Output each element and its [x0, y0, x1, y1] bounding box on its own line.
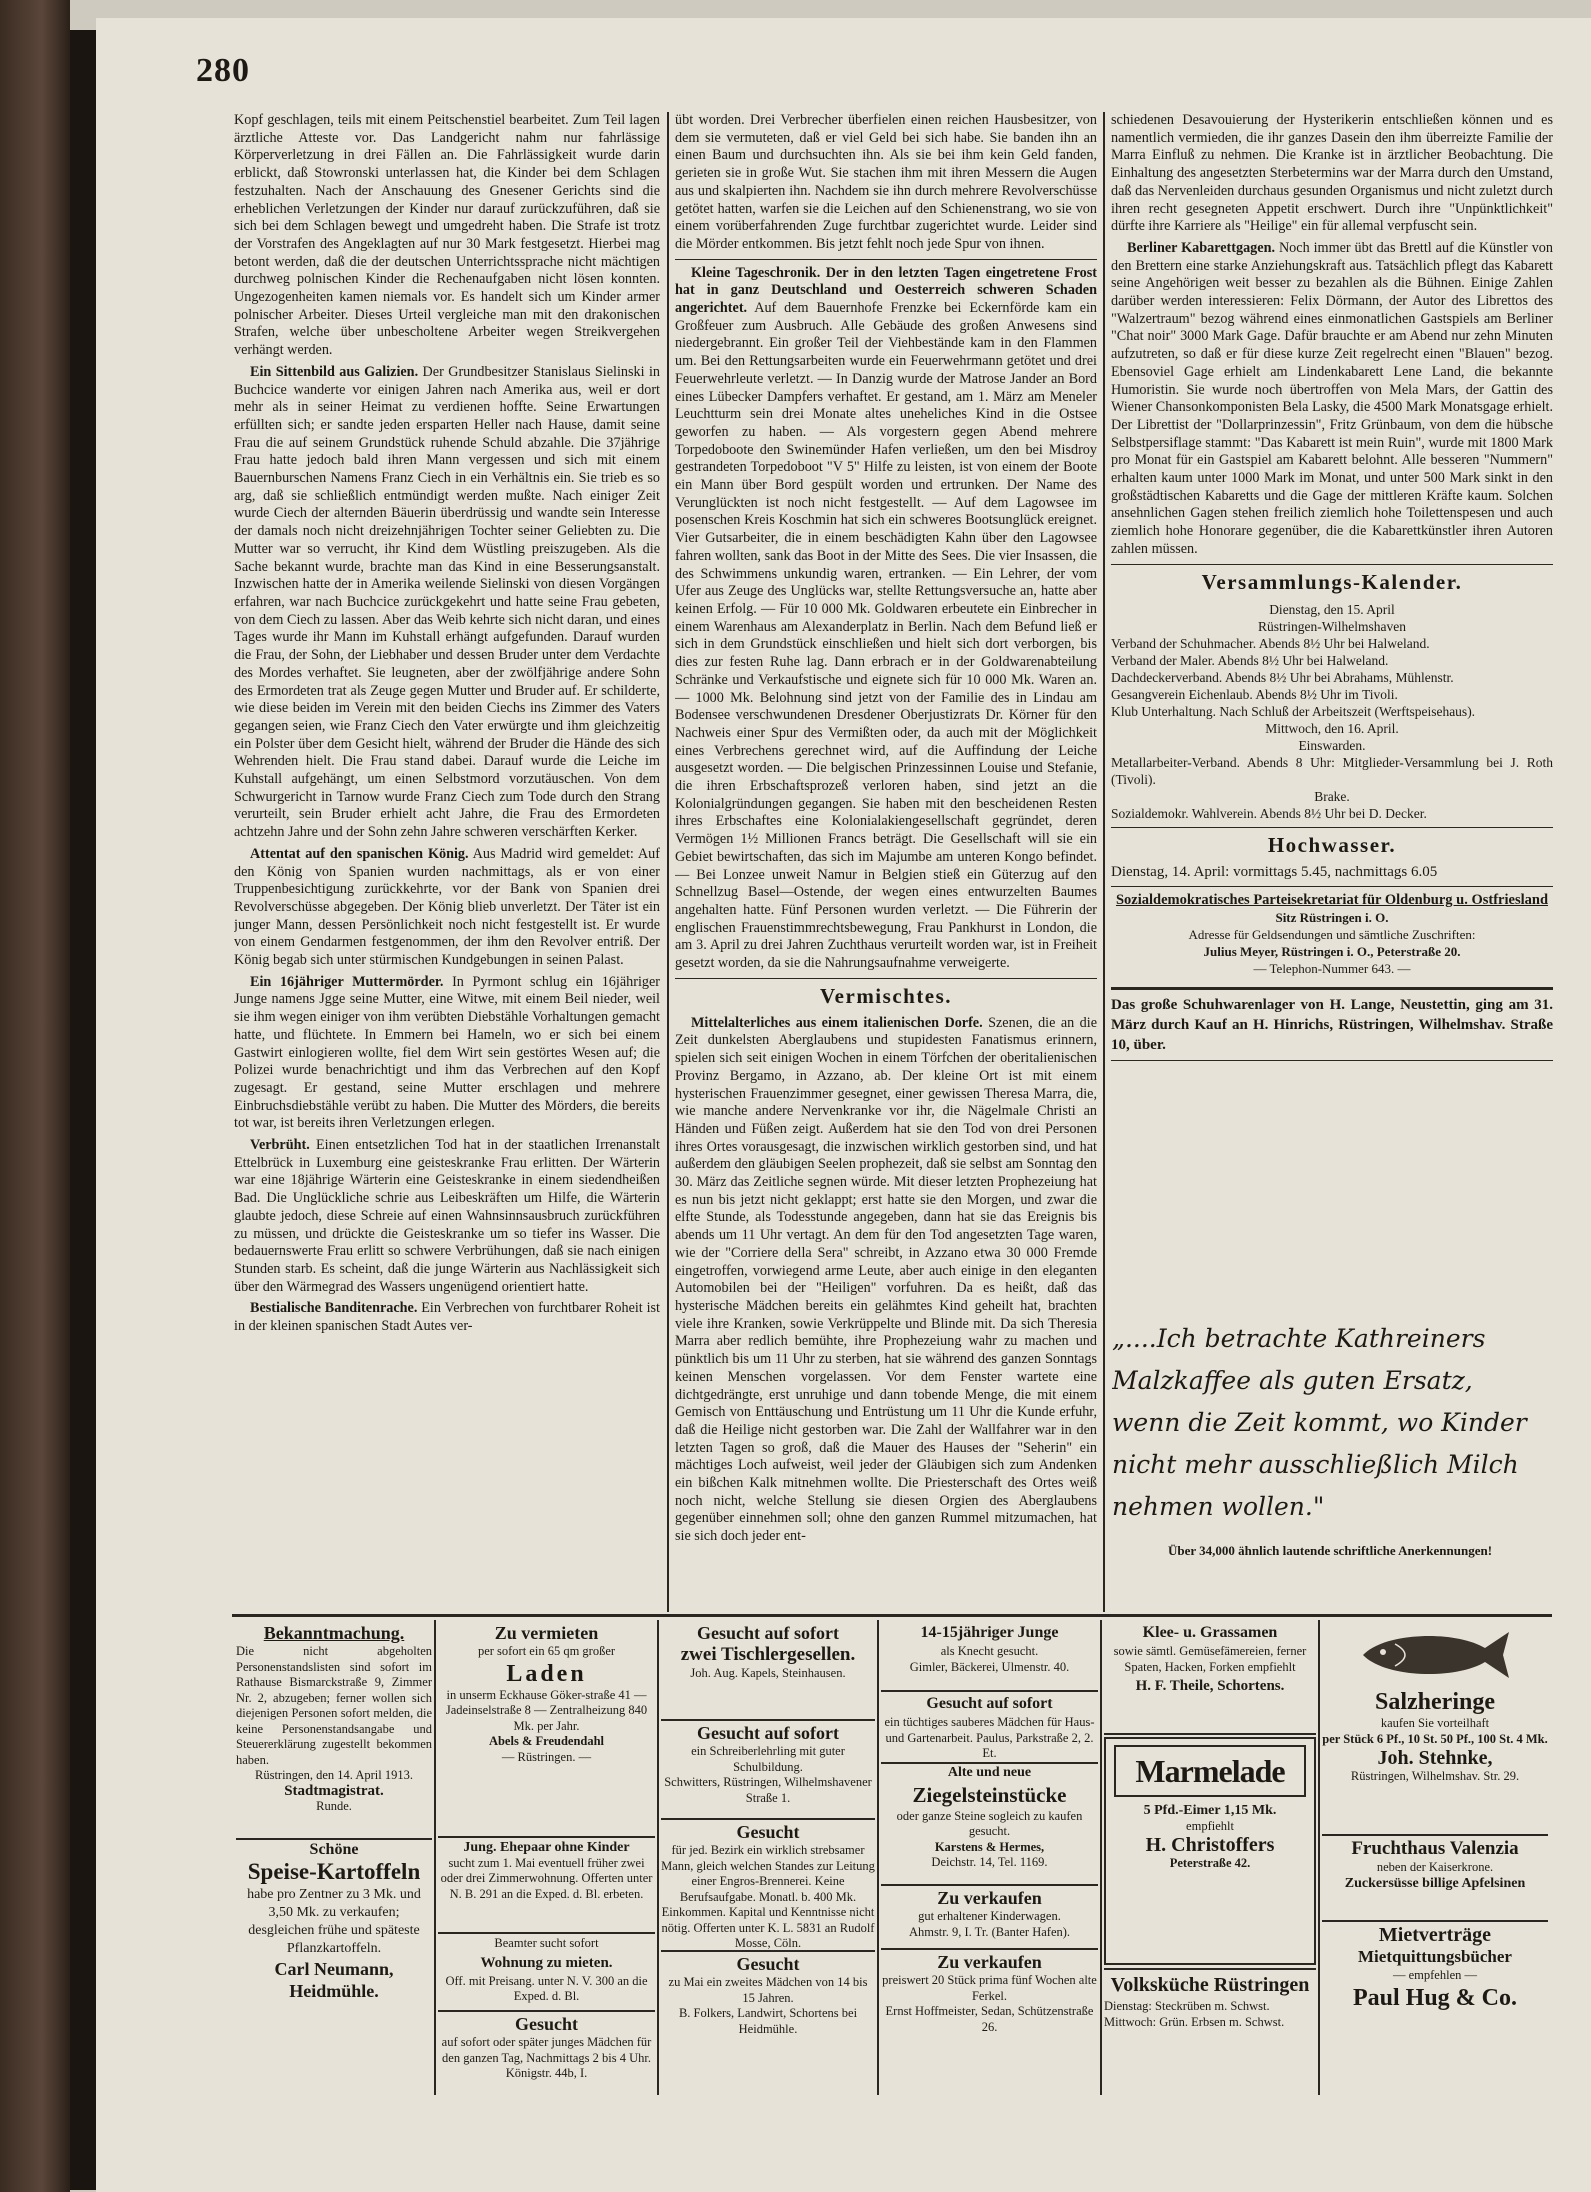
ad-junge: [881, 1622, 1098, 1690]
ad-text: Schöne: [309, 1842, 359, 1858]
ad-rule: [657, 1620, 659, 2095]
ad-text: in unserm Eckhause Göker-straße 41 — Jadeinselstraße 8 — Zentralheizung 840 Mk. per Jahr.: [445, 1687, 648, 1733]
binding-edge: [70, 30, 96, 2190]
article-text: Szenen, die an die Zeit dunkelsten Aberglaubens und stupidesten Fanatismus erinnern, spielen sich seit einigen Wochen in einem Törfchen der oberitalienischen Provinz Bergamo, in Azzano, ab. Der kleine Ort ist mit einem hysterischen Frauenzimmer gesegnet, einer gewissen Theresa Marra, die, wie manche andere Nervenkranke vor ihr, die Nägelmale Christi an Händen und Füßen zeigt. Außerdem hat sie den Tod von drei Personen ihres Ortes vorausgesagt, die inzwischen wirklich gestorben sind, und hat außerdem den gläubigen Seelen prophezeit, daß sie selbst am Sonntag den 30. März das Zeitliche segnen würde. Mit dieser letzten Prophezeiung hat es nun bis jetzt nicht geklappt; erst hatte sie den Morgen, und zwar die elfte Stunde, als Todesstunde angegeben, dann hat sie das Ereignis bis abends um 11 Uhr vertagt. An dem für den Tod angesetzten Tage waren, wie der "Corriere della Sera" schreibt, in Azzano etwa 30 000 Fremde eingetroffen, vorwiegend arme Leute, aber auch einige in den eleganten Automobilen bei der "Heiligen" vorfuhren. Da es heißt, daß das hysterische Mädchen bereits ein gelähmtes Kind geheilt hat, brachten viele ihre Kranken, sowie Verkrüppelte und Blinde mit. Da sich Theresia Marra aber redlich bemühte, ihre Prophezeiung wahr zu machen und pünktlich bis um 11 Uhr zu sterben, hat sie während des ganzen Sonntags keinen Menschen vorgelassen. Vor dem Fenster wartete eine dichtgedrängte, erst unruhige und dann tobende Menge, die mit einem Gemisch von Enttäuschung und Entrüstung um 11 Uhr die Kunde erfuhr, daß die Heilige nicht gestorben war. Die Zahl der Wallfahrer war in den letzten Tagen so groß, daß die Mauer des Hauses der "Seherin" ein mächtiges Loch aufweist, weil jeder der Gläubigen sich zum Andenken ein bißchen Kalk mitnehmen wollte. Die Priesterschaft des Ortes weiß noch nicht, welche Stellung sie diesen Orgien des Aberglaubens gegenüber einnehmen soll; ohne den ganzen Rummel mitzumachen, hat sie sich doch jeder ent-: [675, 1014, 1097, 1545]
ad-place: Heidmühle.: [289, 1980, 379, 2001]
ad-text: per sofort ein 65 qm großer: [477, 1644, 616, 1658]
article-text: Kopf geschlagen, teils mit einem Peitschenstiel bearbeitet. Zum Teil lagen ärztliche Atteste vor. Das Landgericht nahm nur fahrlässige Körperverletzung in drei Fällen an. Die Fahrlässigkeit wurde darin erblickt, daß Stowronski unterlassen hat, die Kinder bei dem Schlagen festzuhalten. Nach der Anschauung des Gnesener Gerichts sind die erheblichen Verletzungen der Kinder nur darauf zurückzuführen, daß sie sich bei dem Schlagen bewegt und umgedreht haben. Die Strafe ist trotz der Vorstrafen des Angeklagten auf nur 30 Mark festgesetzt. Hierbei mag betont werden, daß die der deutschen Unterrichtssprache nicht mächtigen durchweg polnischen Kinder die Rechenaufgaben nicht lösen konnten. Ungezogenheiten kamen niemals vor. Es handelt sich um Kinder armer polnischer Arbeiter. Dieses Urteil vergleiche man mit den drakonischen Strafen, welche über unbescholtene Arbeiter wegen Streikvergehen verhängt werden.: [234, 112, 660, 359]
article-paragraph: [234, 846, 660, 970]
ad-name: H. F. Theile, Schortens.: [1135, 1678, 1285, 1694]
column-1: [234, 112, 660, 1610]
ad-text: Die nicht abgeholten Personenstandslisten sind sofort im Rathause Bismarckstraße 9, Zimmer Nr. 2, abzugeben; ferner wollen sich diejenigen Personen sofort melden, die keine Personenstandsangabe und Steuererklärung zugestellt bekommen haben.: [236, 1644, 432, 1767]
ad-bekanntmachung: [236, 1622, 432, 1837]
divider: [1111, 987, 1553, 990]
calendar-date: Mittwoch, den 16. April.: [1265, 720, 1399, 736]
article-paragraph: [675, 1015, 1097, 1546]
ad-rule: [661, 1950, 875, 1952]
ad-headline: Marmelade: [1114, 1745, 1306, 1797]
ad-name: Paul Hug & Co.: [1352, 1984, 1517, 2011]
calendar-entry: Sozialdemokr. Wahlverein. Abends 8½ Uhr bei D. Decker.: [1111, 805, 1427, 821]
calendar-entry: Verband der Schuhmacher. Abends 8½ Uhr bei Halweland.: [1111, 635, 1430, 651]
column-2: [675, 112, 1097, 1610]
ad-rule: [661, 1818, 875, 1820]
calendar-title: Versammlungs-Kalender.: [1201, 569, 1463, 594]
ad-title: Alte und neue: [947, 1765, 1032, 1780]
calendar-place: Brake.: [1314, 788, 1350, 804]
divider: [675, 259, 1097, 260]
ad-rule: [1104, 1968, 1316, 1970]
ad-text: oder ganze Steine sogleich zu kaufen gesucht.: [896, 1808, 1083, 1838]
calendar-entry: Dachdeckerverband. Abends 8½ Uhr bei Abrahams, Mühlenstr.: [1111, 669, 1454, 685]
ad-name: Karstens & Hermes,: [934, 1839, 1045, 1854]
ad-rule: [438, 2010, 655, 2012]
ad-schreiberlehrling: [661, 1722, 875, 1818]
ad-grassamen: [1104, 1622, 1316, 1732]
secretariat-box: [1111, 892, 1553, 977]
ad-tischler: [661, 1622, 875, 1718]
ad-title: Gesucht: [515, 2014, 578, 2034]
ad-rule: [661, 1719, 875, 1721]
ad-ehepaar: [438, 1840, 655, 1932]
ad-title: Zu verkaufen: [937, 1888, 1042, 1908]
ad-name: Carl Neumann,: [274, 1958, 394, 1979]
divider: [1111, 886, 1553, 887]
ad-title: Gesucht auf sofort: [697, 1723, 839, 1743]
column-rule: [1103, 112, 1105, 1612]
article-paragraph: [234, 364, 660, 842]
ad-text: ein tüchtiges sauberes Mädchen für Haus- und Gartenarbeit. Paulus, Parkstraße 2, 2. Et.: [884, 1715, 1095, 1760]
ad-signature: Stadtmagistrat.: [284, 1782, 384, 1799]
ad-text: preiswert 20 Stück prima fünf Wochen alte Ferkel.: [882, 1973, 1097, 2003]
book-spine: [0, 0, 70, 2192]
ad-text: für jed. Bezirk ein wirklich strebsamer Mann, gleich welchen Standes zur Leitung einer Engros-Brennerei. Keine Berufsaufgabe. Monatl. b. 400 Mk. Einkommen. Kapital und Kenntnisse nicht nötig. Offerten unter K. L. 5831 an Rudolf Mosse, Cöln.: [661, 1843, 875, 1949]
article-text: Einen entsetzlichen Tod hat in der staatlichen Irrenanstalt Ettelbrück in Luxemburg eine geisteskranke Frau erlitten. Der Wärterin war eine 18jährige Wärterin eine Geisteskranke in einem siedendheißen Bad. Die Unglückliche schrie aus Leibeskräften um Hilfe, die Wärterin glaubte jedoch, diese Schreie auf einen Wahnsinnsausbruch zurückführen zu müssen, und drückte die Geisteskranke um so tiefer ins Wasser. Die bedauernswerte Frau erlitt so schwere Verbrühungen, daß sie nach einigen Stunden starb. Es scheint, daß die junge Wärterin aus Nachlässigkeit sich über den Wärmegrad des Wassers ungenügend orientiert hatte.: [234, 1137, 660, 1295]
article-heading: Mittelalterliches aus einem italienischen Dorfe.: [691, 1014, 983, 1031]
article-heading: Ein 16jähriger Muttermörder.: [250, 973, 444, 990]
ad-title: Zu vermieten: [494, 1623, 599, 1643]
ad-title: Gesucht: [736, 1954, 800, 1974]
article-paragraph: [234, 974, 660, 1133]
ad-title: Jung. Ehepaar ohne Kinder: [463, 1840, 630, 1855]
ad-rule: [1322, 1834, 1548, 1836]
calendar-place: Einswarden.: [1298, 737, 1366, 753]
secretariat-phone: — Telephon-Nummer 643. —: [1253, 961, 1411, 977]
article-heading: Kleine Tageschronik.: [691, 264, 821, 281]
ad-text: B. Folkers, Landwirt, Schortens bei Heidmühle.: [678, 2006, 858, 2036]
ad-rule: [881, 1948, 1098, 1950]
ad-headline: Fruchthaus Valenzia: [1351, 1838, 1519, 1859]
ad-text: gut erhaltener Kinderwagen.: [918, 1909, 1061, 1923]
ad-title: Zu verkaufen: [937, 1952, 1042, 1972]
ad-text: Gimler, Bäckerei, Ulmenstr. 40.: [909, 1659, 1070, 1674]
page-number: 280: [196, 52, 250, 89]
ad-rule: [438, 1932, 655, 1934]
ad-name: Joh. Stehnke,: [1377, 1747, 1493, 1769]
ad-text: habe pro Zentner zu 3 Mk. und 3,50 Mk. zu verkaufen; desgleichen frühe und späteste Pflanzkartoffeln.: [247, 1886, 421, 1956]
ad-title: Wohnung zu mieten.: [480, 1954, 613, 1971]
ad-volkskueche: [1104, 1971, 1316, 2093]
ad-text: sowie sämtl. Gemüsefämereien, ferner Spaten, Hacken, Forken empfiehlt: [1113, 1644, 1307, 1674]
ad-mosse: [661, 1821, 875, 1949]
ad-wohnung: [438, 1936, 655, 2010]
article-heading: Verbrüht.: [250, 1137, 310, 1154]
article-heading: Attentat auf den spanischen König.: [250, 845, 469, 862]
ad-kartoffeln: [236, 1842, 432, 2092]
ad-text: als Knecht gesucht.: [940, 1644, 1039, 1658]
ad-text: per Stück 6 Pf., 10 St. 50 Pf., 100 St. 4 Mk.: [1322, 1731, 1548, 1746]
ad-headline: Volksküche Rüstringen: [1110, 1974, 1310, 1996]
ad-place: — Rüstringen. —: [501, 1749, 592, 1764]
calendar: [1111, 601, 1553, 822]
ad-title: Gesucht: [736, 1822, 800, 1842]
ad-ziegelsteine: [881, 1765, 1098, 1883]
ad-title: Gesucht auf sofort: [697, 1623, 839, 1643]
ad-rule: [1318, 1620, 1320, 2095]
ad-paulus: [881, 1693, 1098, 1761]
article-text: Ein Verbrechen von furchtbarer Roheit ist in der kleinen spanischen Stadt Autes ver-: [234, 1300, 660, 1335]
kathreiner-testimonial: „....Ich betrachte Kathreiners Malzkaffee als guten Ersatz, wenn die Zeit kommt, wo Kinder nicht mehr ausschließlich Milch nehmen wollen.": [1112, 1324, 1527, 1521]
ad-folkers: [661, 1953, 875, 2093]
ad-headline: Salzheringe: [1375, 1689, 1495, 1715]
ad-text: Ernst Hoffmeister, Sedan, Schützenstraße 26.: [885, 2004, 1094, 2034]
article-heading: Berliner Kabarettgagen.: [1127, 239, 1276, 256]
ad-hug: [1322, 1924, 1548, 2093]
article-text: In Pyrmont schlug ein 16jähriger Junge namens Jgge seine Mutter, eine Witwe, mit einem Beil nieder, weil sie ihm wegen einiger von ihm verübten Diebstähle Vorhaltungen gemacht hatte, und flüchtete. In Emmern bei Hameln, wo er sich bei einem Gastwirt einlogieren wollte, fiel dem Wirt sein gestörtes Wesen auf; die Polizei wurde benachrichtigt und ihm das Verbrechen auf den Kopf zugesagt. Er gestand, seine Mutter erschlagen und mehrere Einbruchsdiebstähle verübt zu haben. Die Mutter des Mörders, die bereits tot war, ist bereits ihren Verletzungen erlegen.: [234, 973, 660, 1132]
fish-icon: [1355, 1624, 1515, 1686]
ad-rule: [881, 1690, 1098, 1692]
ads-top-rule: [232, 1614, 1552, 1617]
ad-headline: zwei Tischlergesellen.: [680, 1644, 856, 1665]
calendar-date: Dienstag, den 15. April: [1269, 601, 1395, 617]
ad-marmelade: [1104, 1737, 1316, 1965]
ad-text: auf sofort oder später junges Mädchen für den ganzen Tag, Nachmittags 2 bis 4 Uhr. Königstr. 44b, I.: [441, 2035, 652, 2080]
article-heading: Ein Sittenbild aus Galizien.: [250, 363, 419, 380]
ad-laden: [438, 1622, 655, 1834]
article-heading: Bestialische Banditenrache.: [250, 1300, 418, 1317]
ad-text: 5 Pfd.-Eimer 1,15 Mk.: [1143, 1803, 1277, 1818]
ad-text: neben der Kaiserkrone.: [1376, 1860, 1494, 1874]
ad-text: — empfehlen —: [1392, 1968, 1477, 1982]
article-paragraph: [234, 1137, 660, 1296]
article-paragraph: [1111, 240, 1553, 559]
divider: [675, 978, 1097, 979]
article-text: Aus Madrid wird gemeldet: Auf den König von Spanien wurden nachmittags, als er von einer Truppenbesichtigung zurückkehrte, vor der Bank von Spanien drei Revolverschüsse abgegeben. Der König blieb unverletzt. Der Täter ist ein junger Mann, dessen Persönlichkeit noch nicht festgestellt ist. Er wurde von einem Gendarmen festgenommen, der ihm den Revolver entriß. Der König begab sich unter stürmischen Kundgebungen in seinen Palast.: [234, 845, 660, 969]
divider: [1111, 827, 1553, 828]
ad-title: 14-15jähriger Junge: [920, 1624, 1059, 1641]
high-water-times: Dienstag, 14. April: vormittags 5.45, nachmittags 6.05: [1111, 863, 1438, 880]
ad-signature-name: Runde.: [316, 1799, 352, 1813]
ad-text: Deichstr. 14, Tel. 1169.: [931, 1855, 1048, 1869]
ad-valenzia: [1322, 1838, 1548, 1918]
ad-text: Zuckersüsse billige Apfelsinen: [1344, 1875, 1526, 1891]
column-rule: [667, 112, 669, 1612]
article-paragraph: [675, 265, 1097, 973]
calendar-entry: Gesangverein Eichenlaub. Abends 8½ Uhr im Tivoli.: [1111, 686, 1398, 702]
ad-text: sucht zum 1. Mai eventuell früher zwei oder drei Zimmerwohnung. Offerten unter N. B. 291 an die Exped. d. Bl. erbeten.: [440, 1855, 653, 1901]
ad-text: Off. mit Preisang. unter N. V. 300 an die Exped. d. Bl.: [445, 1973, 648, 2003]
article-text: Der Grundbesitzer Stanislaus Sielinski in Buchcice wanderte vor einigen Jahren nach Amerika aus, weil er dort mehr als in seiner Heimat zu verdienen hoffte. Seine Erwartungen erfüllten sich; er sandte jeden ersparten Heller nach Hause, damit seine Frau die auf seinem Grundstück ruhende Schuld abzahle. Die 37jährige Frau hatte jedoch bald ihren Mann vergessen und sich mit einem Bauernburschen Namens Franz Ciech in ein Verhältnis ein. Sie trieb es so arg, daß sie schließlich entmündigt werden mußte. Nach einiger Zeit wurde Ciech der alternden Bäuerin überdrüssig und wandte sein Interesse der damals noch nicht dreizehnjährigen Tochter seiner Geliebten zu. Die Mutter war so verrucht, ihr Kind dem Wüstling preiszugeben. Als die Sache bekannt wurde, brachte man das Kind in eine Besserungsanstalt. Inzwischen hatte der in Amerika weilende Sielinski von diesen Vorgängen erfahren, war nach Buchcice zurückgekehrt und hatte seine Frau gebeten, von dem Ciech zu lassen. Aber das Weib kehrte sich nicht daran, und eines Tages wurde ihr Mann im Kuhstall erhängt aufgefunden. Darauf wurden die Frau, der Sohn, der Liebhaber und dessen Bruder unter dem Verdachte des Mordes verhaftet. Sie leugneten, aber der zwölfjährige andere Sohn des Ermordeten trat als Zeuge gegen Mutter und Bruder auf. Er schilderte, wie diese beiden im Verein mit den beiden Ciechs ins Zimmer des Vaters gegangen seien, wie Franz Ciech den Vater erwürgte und ihm gleichzeitig ein Polster über dem Gesicht hielt, während der Bruder die Hände des sich Wehrenden hielt. Die Frau stand dabei. Darauf wurde die Leiche im Kuhstall aufgehängt, um einen Selbstmord vorzutäuschen. Von dem Schwurgericht in Tarnow wurde Franz Ciech zum Tode durch den Strang verurteilt, sein Bruder erhielt acht Jahre, die Frau des Ermordeten achtzehn Jahre und der Sohn zehn Jahre schweren verschärften Kerker.: [234, 363, 660, 841]
shoe-store-notice: Das große Schuhwarenlager von H. Lange, Neustettin, ging am 31. März durch Kauf an H. Hinrichs, Rüstringen, Wilhelmshav. Straße 10, über.: [1111, 997, 1553, 1054]
ad-rule: [1322, 1920, 1548, 1922]
ad-rule: [438, 1836, 655, 1838]
ad-text: Dienstag: Steckrüben m. Schwst.: [1104, 1999, 1270, 2013]
secretariat-title: Sozialdemokratisches Parteisekretariat für Oldenburg u. Ostfriesland: [1115, 892, 1549, 909]
article-paragraph: [234, 1300, 660, 1335]
ad-text: zu Mai ein zweites Mädchen von 14 bis 15 Jahren.: [668, 1975, 868, 2005]
section-title: Vermischtes.: [819, 983, 953, 1008]
calendar-entry: Metallarbeiter-Verband. Abends 8 Uhr: Mitglieder-Versammlung bei J. Roth (Tivoli).: [1111, 754, 1553, 787]
ad-rule: [877, 1620, 879, 2095]
divider: [1111, 1060, 1553, 1061]
divider: [1111, 564, 1553, 565]
ad-headline: Mietverträge: [1378, 1924, 1492, 1946]
ad-title: Klee- u. Grassamen: [1142, 1624, 1278, 1641]
ad-maedchen: [438, 2013, 655, 2093]
ad-rule: [881, 1884, 1098, 1886]
calendar-entry: Verband der Maler. Abends 8½ Uhr bei Halweland.: [1111, 652, 1389, 668]
ad-text: Ahmstr. 9, I. Tr. (Banter Hafen).: [908, 1924, 1071, 1939]
ad-address: Rüstringen, Wilhelmshav. Str. 29.: [1350, 1769, 1520, 1783]
ad-text: Beamter sucht sofort: [494, 1936, 599, 1950]
ad-headline: Ziegelsteinstücke: [912, 1782, 1067, 1807]
article-text: Noch immer übt das Brettl auf die Künstler von den Brettern eine starke Anziehungskraft aus. Tatsächlich pflegt das Kabarett seine Angehörigen weit besser zu bezahlen als die Bühnen. Einige Zahlen darüber werden interessieren: Felix Dörmann, der Autor des Librettos des "Walzertraum" bezog während eines einmonatlichen Gastspiels am Berliner "Chat noir" 3000 Mark Gage. Dafür brauchte er am Abend nur zehn Minuten aufzutreten, so daß er für diese kurze Zeit regelrecht einen "Blauen" bezog. Ebensoviel Gage erhielt am Lindenkabarett Lene Land, die bekannte Humoristin. Sie wurde noch übertroffen von Mela Mars, der Gattin des Wiener Chansonkomponisten Bela Lasky, die 4500 Mark Monatsgage erhielt. Der Librettist der "Dollarprinzessin", Fritz Grünbaum, von dem die hübsche Selbstpersiflage stammt: "Das Kabarett ist mein Ruin", wurde mit 1800 Mark pro Monat für ein Gastspiel am Kabarett belohnt. Alle besseren "Nummern" erhalten kaum unter 1000 Mark im Monat, und unter 500 Mark sinkt in den großstädtischen Kabaretts und die Gage der mittleren Kräfte kaum. Solchen ansehnlichen Gagen stehen freilich ziemlich hohe Toilettenspesen und auch ziemlich hohe Honorare gegenüber, die die Kabarettkünstler ihren Autoren zahlen müssen.: [1111, 239, 1553, 557]
ad-name: Abels & Freudendahl: [488, 1734, 605, 1748]
calendar-entry: Klub Unterhaltung. Nach Schluß der Arbeitszeit (Werftspeisehaus).: [1111, 703, 1476, 719]
ad-date: Rüstringen, den 14. April 1913.: [255, 1768, 413, 1782]
secretariat-line: Adresse für Geldsendungen und sämtliche Zuschriften:: [1188, 927, 1476, 943]
ad-salzheringe: [1322, 1622, 1548, 1810]
article-text: Auf dem Bauernhofe Frenzke bei Eckernförde kam ein Großfeuer zum Ausbruch. Alle Gebäude des großen Anwesens sind niedergebrannt. Ein großer Teil der Viehbestände kam in den Flammen um. Bei den Rettungsarbeiten wurde ein Feuerwehrmann getötet und drei Feuerwehrleute verletzt. — In Danzig wurde der Matrose Jander an Bord eines Lübecker Dampfers verhaftet. Er gestand, am 1. März am Meneler Leuchtturm sein drei Monate altes uneheliches Kind in die Ostsee geworfen zu haben. — Als vorgestern gegen Abend mehrere Torpedoboote den Swinemünder Hafen verließen, um den bei Misdroy gestrandeten Torpedoboot "V 5" Hilfe zu leisten, ist von einem der Boote ein Mann über Bord gespült worden und ertrunken. Der Name des Verunglückten ist noch nicht festgestellt. — Auf dem Lagowsee im posenschen Kreis Koschmin hat sich ein schweres Bootsunglück ereignet. Vier Gutsarbeiter, die in einem beschädigten Kahn über den Lagowsee fahren wollten, sank das Boot in der Mitte des Sees. Die vier Insassen, die des Schwimmens unkundig waren, ertranken. — Ein Lehrer, der vom Ufer aus Zeuge des Unglücks war, stellte Rettungsversuche an, hatte aber keinen Erfolg. — Für 10 000 Mk. Goldwaren erbeutete ein Einbrecher in einem Warenhaus am Alexanderplatz in Berlin. Nach dem Befund ließ er sich in dem Grundstück einschließen und hielt sich dort verborgen, bis dies zur festen Ruhe lag. Dann erbrach er in der Goldwarenabteilung Schränke und Verkaufstische und eignete sich für 10 000 Mk. Waren an. — 1000 Mk. Belohnung sind jetzt von der Familie des in Lindau am Bodensee verschwundenen Dresdener Oberjustizrats Dr. Körner für den Nachweis einer Spur des Vermißten oder, da auch mit der Möglichkeit eines Verbrechens gerechnet wird, auf die Auffindung der Leiche ausgesetzt worden. — Die belgischen Prinzessinnen Louise und Stefanie, die ihren Erbschaftsprozeß verloren haben, sind jetzt an die Kolonialgründungen gegangen. Sie haben mit den bescheidenen Resten ihres Erbschaftes eine Kolonialakiengesellschaft gegründet, deren Vermögen 1½ Millionen Francs beträgt. Die Gesellschaft will sie ein Gebiet bewirtschaften, das sich im Majumbe am unteren Kongo befindet. — Bei Lonzee unweit Namur in Belgien stieß ein Güterzug auf den Schnellzug Basel—Ostende, der wegen eines entwurzelten Baumes angehalten hatte. Fünf Personen wurden verletzt. — Die Führerin der englischen Frauenstimmrechtsbewegung, Frau Pankhurst in London, die am 3. April zu drei Jahren Zuchthaus verurteilt worden war, ist in Freiheit gesetzt worden, da sie die Nahrungsaufnahme verweigerte.: [675, 300, 1097, 972]
ad-rule: [1100, 1620, 1102, 2095]
ad-text: ein Schreiberlehrling mit guter Schulbildung.: [691, 1744, 845, 1774]
secretariat-seat: Sitz Rüstringen i. O.: [1275, 910, 1389, 926]
ad-text: kaufen Sie vorteilhaft: [1380, 1716, 1490, 1730]
article-text: übt worden. Drei Verbrecher überfielen einen reichen Hausbesitzer, von dem sie vermuteten, daß er viel Geld bei sich habe. Sie banden ihn an einen Baum und durchsuchten ihn. Als sie bei ihm kein Geld fanden, gerieten sie in große Wut. Sie stachen ihm mit ihren Messern die Augen aus und skalpierten ihn. Nachdem sie ihn durch mehrere Revolverschüsse getötet hatten, warfen sie die Leichen auf den Schienenstrang, wo sie von einem vorüberfahrenden Zuge furchtbar zugerichtet wurde. Leider sind die Mörder entkommen. Bis jetzt fehlt noch jede Spur von ihnen.: [675, 112, 1097, 252]
ad-text: Mittwoch: Grün. Erbsen m. Schwst.: [1104, 2014, 1285, 2029]
ad-headline: Mietquittungsbücher: [1358, 1947, 1512, 1966]
ad-text: Schwitters, Rüstringen, Wilhelmshavener Straße 1.: [664, 1775, 872, 1805]
ad-title: Bekanntmachung.: [263, 1623, 405, 1643]
ad-rule: [434, 1620, 436, 2095]
ad-kinderwagen: [881, 1887, 1098, 1947]
ad-rule: [236, 1838, 432, 1840]
ad-name: H. Christoffers: [1145, 1834, 1275, 1856]
ad-headline: Speise-Kartoffeln: [247, 1858, 421, 1884]
ad-text: Joh. Aug. Kapels, Steinhausen.: [690, 1666, 846, 1680]
ad-ferkel: [881, 1951, 1098, 2093]
kathreiner-footer: Über 34,000 ähnlich lautende schriftliche Anerkennungen!: [1167, 1543, 1493, 1558]
ad-text: empfiehlt: [1186, 1818, 1234, 1833]
secretariat-line: Julius Meyer, Rüstringen i. O., Peterstraße 20.: [1203, 944, 1461, 960]
ad-rule: [1104, 1733, 1316, 1735]
article-subheading: Der in den letzten Tagen eingetretene Frost hat in ganz Deutschland und Oesterreich schweren Schaden angerichtet.: [675, 264, 1097, 317]
article-text: schiedenen Desavouierung der Hysterikerin entschließen können und es namentlich vermieden, die ihr ganzes Dasein den ihm überreizte Familie der Marra Einfluß zu nehmen. Die Kranke ist in ärztlicher Beobachtung. Die Einhaltung des angesetzten Sterbetermins war der Marra durch den Umstand, daß das Nervenleiden durchaus gesunden Organismus und nicht zuletzt durch ihren recht gesegneten Appetit erschwert. Durch ihre "Unpünktlichkeit" dürfte ihre Karriere als "Heilige" ein für allemal verpfuscht sein.: [1111, 112, 1553, 235]
calendar-place: Rüstringen-Wilhelmshaven: [1258, 618, 1406, 634]
ad-title: Gesucht auf sofort: [926, 1695, 1053, 1712]
ad-address: Peterstraße 42.: [1169, 1856, 1251, 1870]
ad-rule: [881, 1762, 1098, 1764]
ad-headline: Laden: [506, 1660, 587, 1687]
high-water-title: Hochwasser.: [1267, 832, 1397, 857]
